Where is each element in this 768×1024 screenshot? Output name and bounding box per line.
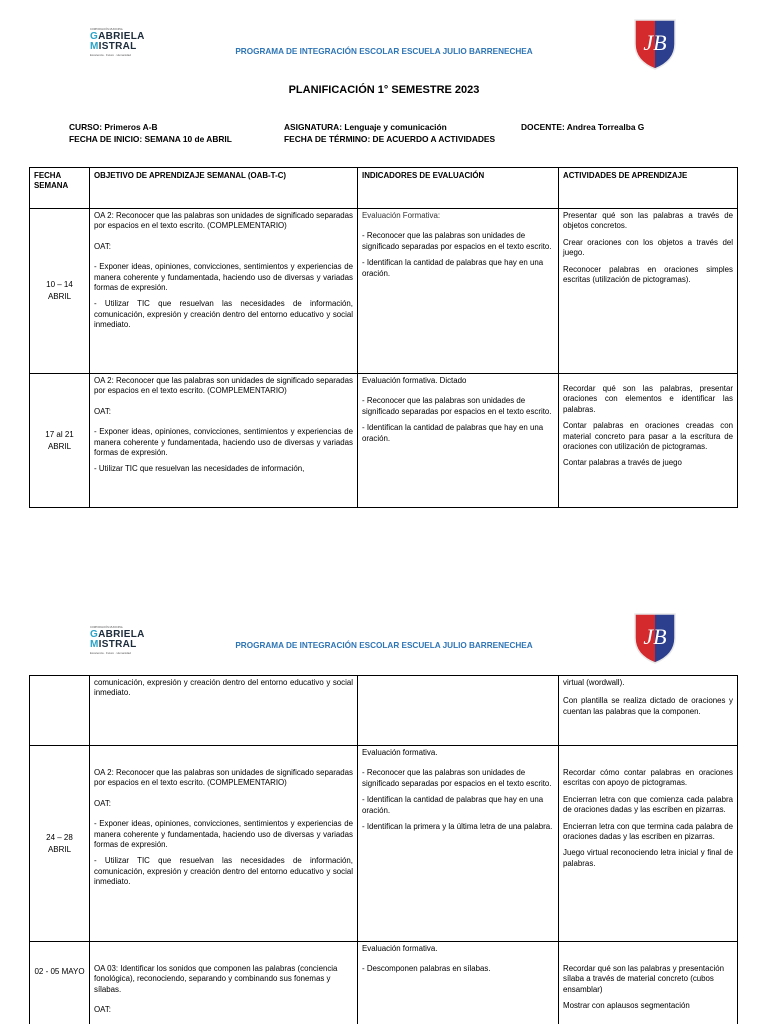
indicator-text: - Identifican la cantidad de palabras que hay en una oración. <box>362 795 544 815</box>
objective-cell <box>90 676 358 746</box>
objective-text: OA 2: Reconocer que las palabras son unidades de significado separadas por espacios en el texto escrito. (COMPLEMENTARIO) <box>94 211 353 231</box>
header-indicadores: INDICADORES DE EVALUACIÓN <box>358 168 559 209</box>
meta-fecha-termino: FECHA DE TÉRMINO: DE ACUERDO A ACTIVIDADES <box>284 134 496 144</box>
indicator-text: - Identifican la primera y la última letra de una palabra. <box>362 822 553 832</box>
activity-text: Con plantilla se realiza dictado de oraciones y cuentan las palabras que la componen. <box>563 696 733 716</box>
activities-cell <box>559 942 738 1024</box>
header-actividades: ACTIVIDADES DE APRENDIZAJE <box>559 168 738 209</box>
logo-name-line1: GABRIELA <box>90 629 145 640</box>
indicator-text: Evaluación Formativa: <box>362 211 441 220</box>
activity-text: Reconocer palabras en oraciones simples escritas (utilización de pictogramas). <box>563 264 733 285</box>
meta-fecha-inicio: FECHA DE INICIO: SEMANA 10 de ABRIL <box>69 134 232 144</box>
logo-name-line2: MISTRAL <box>90 41 137 52</box>
activity-text: Contar palabras a través de juego <box>563 458 682 468</box>
week-date: 17 al 21 ABRIL <box>30 374 90 508</box>
program-title: PROGRAMA DE INTEGRACIÓN ESCOLAR ESCUELA JULIO BARRENECHEA <box>235 47 533 56</box>
meta-docente: DOCENTE: Andrea Torrealba G <box>521 122 645 132</box>
objective-text: OAT: <box>94 798 111 808</box>
objective-text: - Utilizar TIC que resuelvan las necesidades de información, <box>94 464 305 474</box>
objective-cell <box>90 942 358 1024</box>
table-row <box>30 209 738 374</box>
logo-name-line1: GABRIELA <box>90 31 145 42</box>
activities-cell <box>559 676 738 746</box>
indicator-text: - Identifican la cantidad de palabras que hay en una oración. <box>362 423 544 443</box>
objective-text: OAT: <box>94 1005 111 1015</box>
activity-text: Presentar qué son las palabras a través de objetos concretos. <box>563 211 733 231</box>
indicator-text: Evaluación formativa. <box>362 944 438 953</box>
activity-text: virtual (wordwall). <box>563 678 625 687</box>
activities-cell <box>559 374 738 508</box>
indicator-text: - Reconocer que las palabras son unidades de significado separadas por espacios en el texto escrito. <box>362 396 552 416</box>
activity-text: Recordar qué son las palabras, presentar oraciones con elementos e identificar las palabras. <box>563 384 733 414</box>
indicator-text: Evaluación formativa. Dictado <box>362 376 467 385</box>
indicators-cell <box>358 374 559 508</box>
week-date: 02 - 05 MAYO <box>30 942 90 1024</box>
header-fecha: FECHA SEMANA <box>30 168 90 209</box>
school-shield-icon <box>633 18 677 70</box>
logo-tiny-text: CORPORACIÓN MUNICIPAL <box>90 626 124 629</box>
logo-subtext: Excelencia · Futuro · Humanidad <box>90 651 131 655</box>
document-page-2 <box>0 602 768 1024</box>
objective-cell <box>90 746 358 942</box>
logo-tiny-text: CORPORACIÓN MUNICIPAL <box>90 28 124 31</box>
objective-text: - Utilizar TIC que resuelvan las necesidades de información, comunicación, expresión y creación dentro del entorno educativo y social inmediato. <box>94 856 353 887</box>
objective-text: comunicación, expresión y creación dentro del entorno educativo y social inmediato. <box>94 678 353 698</box>
objective-text: - Exponer ideas, opiniones, convicciones, sentimientos y experiencias de manera coherente y fundamentada, haciendo uso de diversas y variadas formas de expresión. <box>94 427 353 458</box>
table-row <box>30 746 738 942</box>
week-date: 24 – 28 ABRIL <box>30 746 90 942</box>
indicators-cell <box>358 209 559 374</box>
activity-text: Recordar qué son las palabras y presentación sílaba a través de material concreto (cubos ensamblar) <box>563 964 724 994</box>
activity-text: Crear oraciones con los objetos a través del juego. <box>563 237 733 258</box>
table-row <box>30 942 738 1024</box>
program-title: PROGRAMA DE INTEGRACIÓN ESCOLAR ESCUELA JULIO BARRENECHEA <box>235 641 533 650</box>
indicator-text: - Reconocer que las palabras son unidades de significado separadas por espacios en el texto escrito. <box>362 768 552 788</box>
indicator-text: Evaluación formativa. <box>362 748 438 757</box>
page-separator <box>0 570 768 602</box>
objective-text: - Exponer ideas, opiniones, convicciones, sentimientos y experiencias de manera coherente y fundamentada, haciendo uso de diversas y variadas formas de expresión. <box>94 262 353 293</box>
indicator-text: - Descomponen palabras en sílabas. <box>362 964 491 974</box>
indicator-text: - Reconocer que las palabras son unidades de significado separadas por espacios en el texto escrito. <box>362 231 552 251</box>
objective-text: OAT: <box>94 241 111 251</box>
logo-name-line2: MISTRAL <box>90 639 137 650</box>
objective-cell <box>90 374 358 508</box>
logo-subtext: Excelencia · Futuro · Humanidad <box>90 53 131 57</box>
plan-title: PLANIFICACIÓN 1° SEMESTRE 2023 <box>288 84 480 96</box>
indicators-cell <box>358 676 559 746</box>
activities-cell <box>559 746 738 942</box>
objective-cell <box>90 209 358 374</box>
meta-curso: CURSO: Primeros A-B <box>69 122 158 132</box>
activity-text: Mostrar con aplausos segmentación <box>563 1001 690 1011</box>
objective-text: OA 03: Identificar los sonidos que componen las palabras (conciencia fonológica), reconociendo, separando y combinando sus fonemas y sílabas. <box>94 964 338 994</box>
week-date: 10 – 14 ABRIL <box>30 209 90 374</box>
planning-table <box>29 167 738 508</box>
table-row <box>30 374 738 508</box>
activity-text: Juego virtual reconociendo letra inicial y final de palabras. <box>563 848 733 868</box>
activity-text: Encierran letra con que termina cada palabra de oraciones dadas y las escriben en pizarras. <box>563 821 733 842</box>
week-date <box>30 676 90 746</box>
header-objetivo: OBJETIVO DE APRENDIZAJE SEMANAL (OAB-T-C) <box>90 168 358 209</box>
meta-asignatura: ASIGNATURA: Lenguaje y comunicación <box>284 122 447 132</box>
objective-text: - Utilizar TIC que resuelvan las necesidades de información, comunicación, expresión y creación dentro del entorno educativo y social inmediato. <box>94 299 353 330</box>
objective-text: OA 2: Reconocer que las palabras son unidades de significado separadas por espacios en el texto escrito. (COMPLEMENTARIO) <box>94 376 353 396</box>
table-header-row <box>30 168 738 209</box>
planning-table-continued <box>29 675 738 1024</box>
activities-cell <box>559 209 738 374</box>
objective-text: OAT: <box>94 406 111 416</box>
activity-text: Encierran letra con que comienza cada palabra de oraciones dadas y las escriben en pizarras. <box>563 794 733 815</box>
indicator-text: - Identifican la cantidad de palabras que hay en una oración. <box>362 258 544 278</box>
shield-letters: JB <box>643 30 667 55</box>
objective-text: OA 2: Reconocer que las palabras son unidades de significado separadas por espacios en el texto escrito. (COMPLEMENTARIO) <box>94 768 353 788</box>
school-shield-icon <box>633 612 677 664</box>
table-row <box>30 676 738 746</box>
shield-letters: JB <box>643 624 667 649</box>
activity-text: Contar palabras en oraciones creadas con material concreto para pasar a la escritura de oraciones con utilización de pictogramas. <box>563 421 733 452</box>
activity-text: Recordar cómo contar palabras en oraciones escritas con apoyo de pictogramas. <box>563 768 733 788</box>
indicators-cell <box>358 942 559 1024</box>
indicators-cell <box>358 746 559 942</box>
objective-text: - Exponer ideas, opiniones, convicciones, sentimientos y experiencias de manera coherente y fundamentada, haciendo uso de diversas y variadas formas de expresión. <box>94 819 353 850</box>
